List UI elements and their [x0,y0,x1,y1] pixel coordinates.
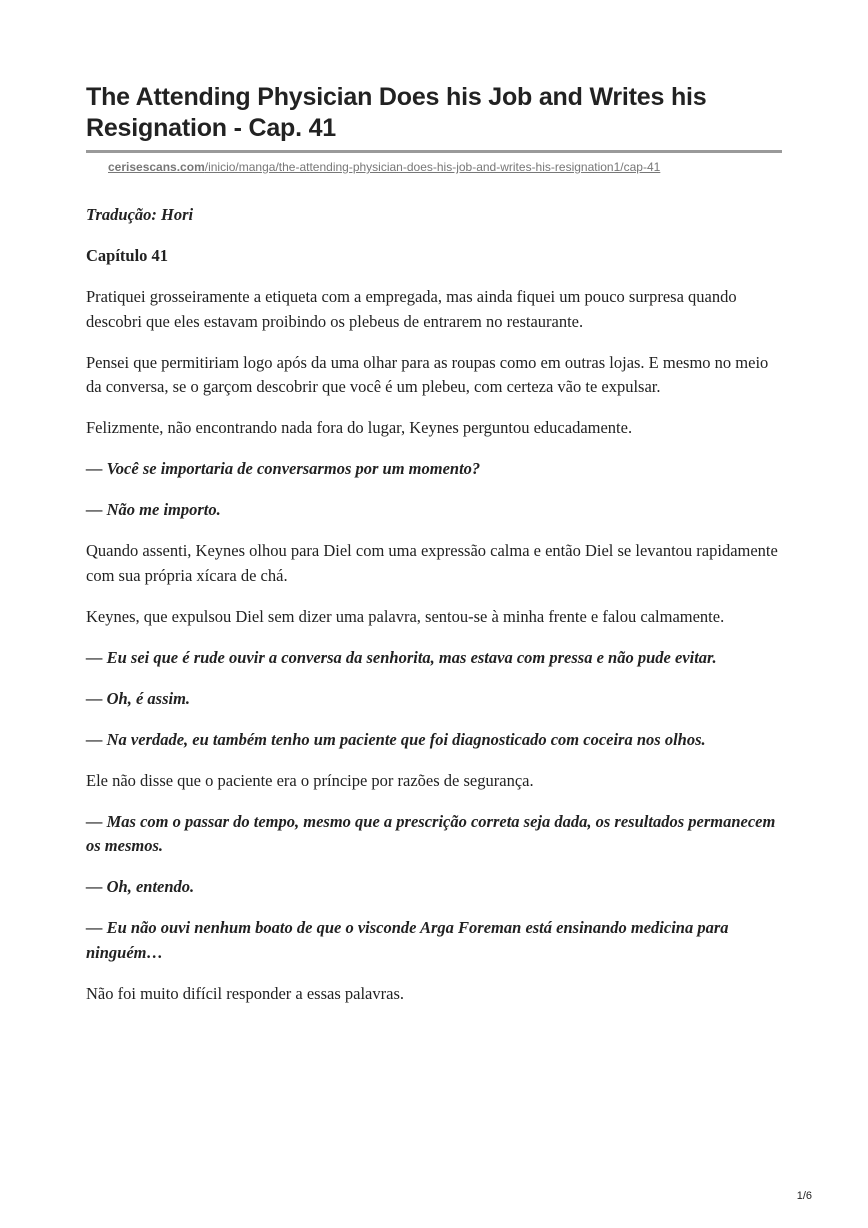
dialogue-line: — Eu sei que é rude ouvir a conversa da senhorita, mas estava com pressa e não pude evitar. [86,647,717,667]
page-title: The Attending Physician Does his Job and Writes his Resignation - Cap. 41 [86,83,707,142]
document-page [86,82,782,1023]
dialogue-line: — Na verdade, eu também tenho um paciente que foi diagnosticado com coceira nos olhos. [86,729,706,749]
dialogue-line: — Mas com o passar do tempo, mesmo que a prescrição correta seja dada, os resultados permanecem os mesmos. [86,811,776,855]
source-link[interactable] [108,159,782,175]
paragraph: Keynes, que expulsou Diel sem dizer uma palavra, sentou-se à minha frente e falou calmamente. [86,606,725,626]
translator-credit: Tradução: Hori [86,205,194,224]
dialogue-line: — Oh, é assim. [86,688,191,708]
title-divider [86,150,782,153]
page-indicator: 1/6 [796,1190,812,1202]
source-path[interactable]: /inicio/manga/the-attending-physician-does-his-job-and-writes-his-resignation1/cap-41 [204,160,661,174]
paragraph: Ele não disse que o paciente era o príncipe por razões de segurança. [86,770,534,790]
source-domain[interactable]: cerisescans.com [108,160,205,174]
paragraph: Pratiquei grosseiramente a etiqueta com a empregada, mas ainda fiquei um pouco surpresa quando descobri que eles estavam proibindo os plebeus de entrarem no restaurante. [86,287,737,331]
dialogue-line: — Eu não ouvi nenhum boato de que o visconde Arga Foreman está ensinando medicina para ninguém… [86,918,729,962]
dialogue-line: — Oh, entendo. [86,877,195,896]
paragraph: Não foi muito difícil responder a essas palavras. [86,983,404,1003]
article-body [86,203,782,1006]
dialogue-line: — Não me importo. [86,500,221,519]
paragraph: Pensei que permitiriam logo após da uma olhar para as roupas como em outras lojas. E mesmo no meio da conversa, se o garçom descobrir que você é um plebeu, com certeza vão te expulsar. [86,352,769,396]
dialogue-line: — Você se importaria de conversarmos por um momento? [86,459,481,478]
paragraph: Quando assenti, Keynes olhou para Diel com uma expressão calma e então Diel se levantou rapidamente com sua própria xícara de chá. [86,541,778,585]
paragraph: Felizmente, não encontrando nada fora do lugar, Keynes perguntou educadamente. [86,418,633,437]
chapter-heading: Capítulo 41 [86,246,169,265]
